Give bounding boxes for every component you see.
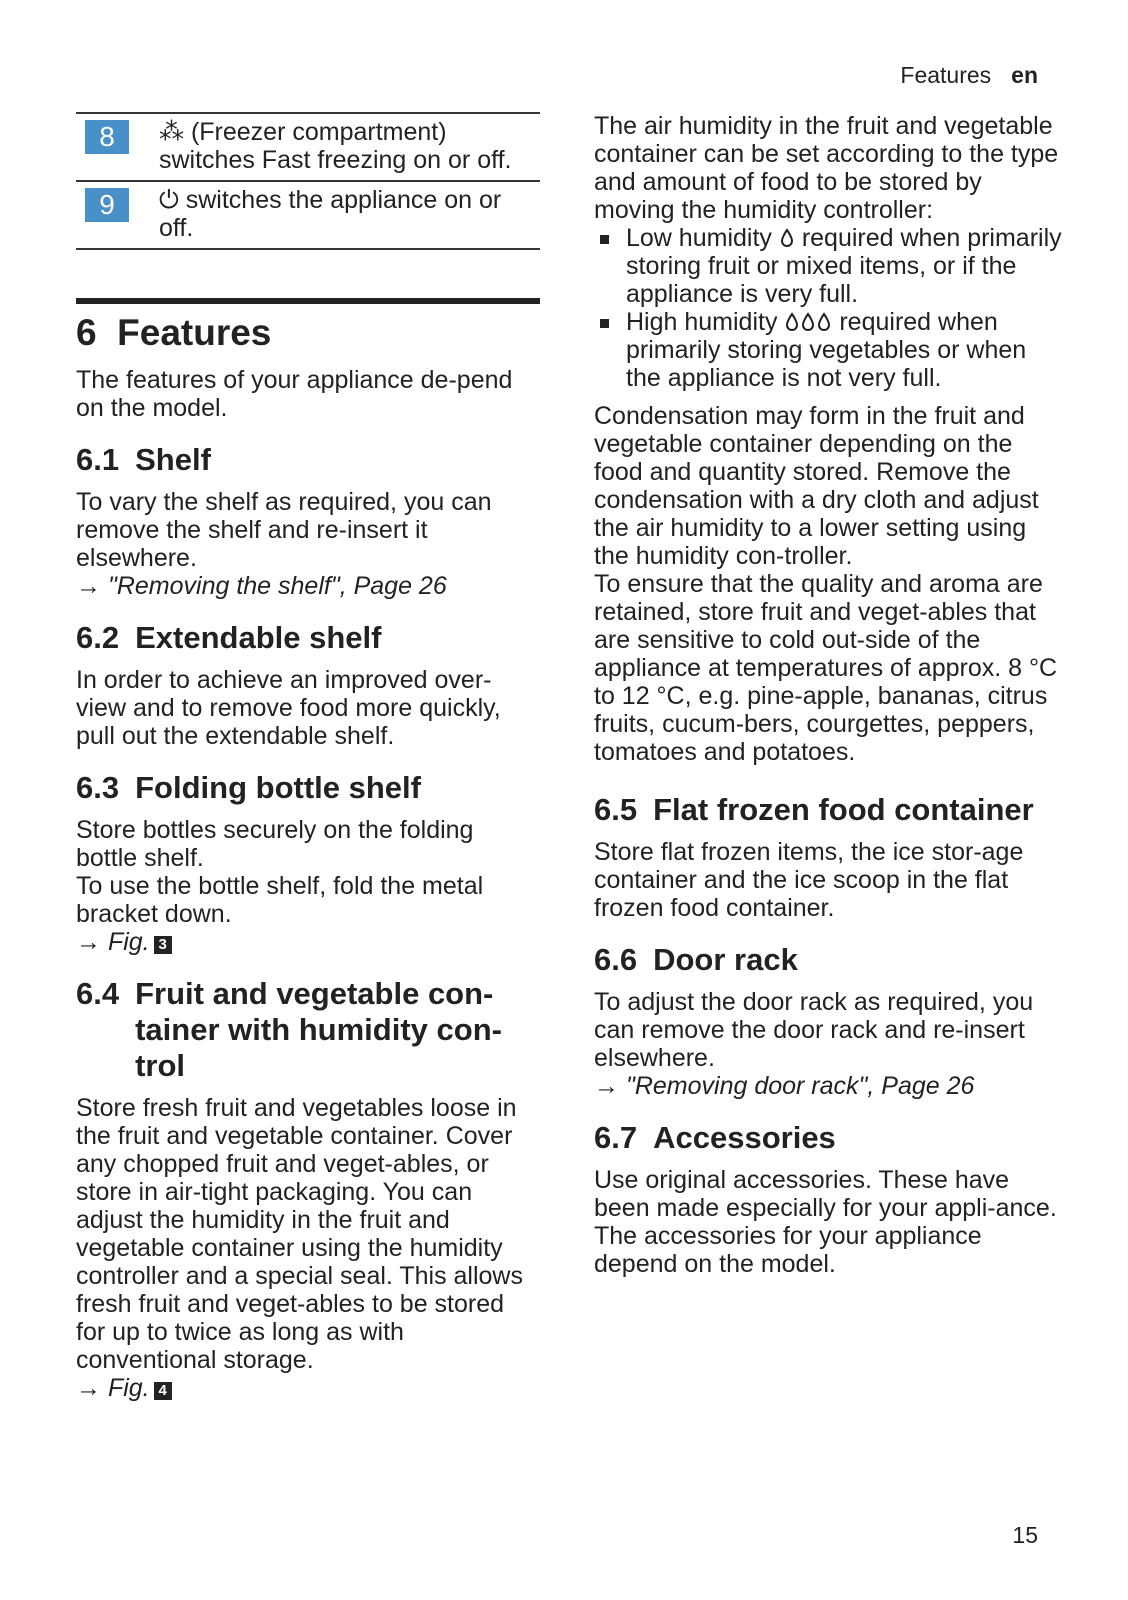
arrow-right-icon: → xyxy=(76,1374,101,1402)
section-number: 6.3 xyxy=(76,770,120,805)
key-description-text: switches the appliance on or off. xyxy=(159,186,502,242)
figure-reference-link[interactable] xyxy=(76,1374,540,1402)
list-item xyxy=(594,308,1064,392)
section-title-accessories xyxy=(594,1120,1064,1156)
figure-reference-text: Fig. xyxy=(107,928,150,956)
section-title-folding-bottle-shelf xyxy=(76,770,540,806)
section-text: To use the bottle shelf, fold the metal bracket down. xyxy=(76,872,484,928)
section-title-extendable-shelf xyxy=(76,620,540,656)
cross-reference-text: "Removing door rack", Page 26 xyxy=(625,1072,975,1100)
section-text: To vary the shelf as required, you can remove the shelf and re-insert it elsewhere. xyxy=(76,488,492,572)
fast-freeze-icon: ⁂ xyxy=(159,118,184,146)
chapter-title xyxy=(76,312,540,354)
section-title-fruit-vegetable-container xyxy=(76,976,540,1084)
section-text: Store bottles securely on the folding bottle shelf. xyxy=(76,816,474,872)
section-number: 6.1 xyxy=(76,442,120,477)
water-drop-icon xyxy=(784,312,800,332)
humidity-list xyxy=(594,224,1064,392)
bullet-text: High humidity xyxy=(626,308,778,336)
humidity-intro: The air humidity in the fruit and vegetable container can be set according to the type and amount of food to be stored by moving the humidity controller: xyxy=(594,112,1059,224)
chapter-divider xyxy=(76,298,540,304)
section-title-text: Extendable shelf xyxy=(135,620,382,655)
section-text: Store fresh fruit and vegetables loose in the fruit and vegetable container. Cover any chopped fruit and veget-ables, or store in air-tight packaging. You can adjust the humidity in the fruit and vegetable container using the humidity controller and a special seal. This allows fresh fruit and veget-ables to be stored for up to twice as long as with conventional storage. xyxy=(76,1094,523,1374)
section-number: 6.4 xyxy=(76,976,120,1011)
arrow-right-icon: → xyxy=(76,572,101,600)
section-text: The accessories for your appliance depend on the model. xyxy=(594,1222,982,1278)
section-title-shelf xyxy=(76,442,540,478)
section-title-door-rack xyxy=(594,942,1064,978)
section-title-text: Fruit and vegetable con-tainer with humidity con-trol xyxy=(135,976,502,1083)
cross-reference-link[interactable] xyxy=(594,1072,1064,1100)
running-head-section: Features xyxy=(900,62,992,88)
figure-number-badge: 4 xyxy=(154,1382,172,1400)
key-number-badge: 8 xyxy=(85,120,129,154)
section-title-flat-frozen-food-container xyxy=(594,792,1064,828)
chapter-intro: The features of your appliance de-pend on the model. xyxy=(76,366,513,422)
section-text: Store flat frozen items, the ice stor-age container and the ice scoop in the flat frozen food container. xyxy=(594,838,1024,922)
chapter-number: 6 xyxy=(76,312,97,353)
key-description xyxy=(159,118,540,174)
arrow-right-icon: → xyxy=(594,1072,619,1100)
section-title-text: Flat frozen food container xyxy=(653,792,1034,827)
section-title-text: Folding bottle shelf xyxy=(135,770,421,805)
bullet-text: required when primarily storing vegetables or when the appliance is not very full. xyxy=(626,308,1027,392)
section-title-text: Accessories xyxy=(653,1120,836,1155)
cross-reference-link[interactable] xyxy=(76,572,540,600)
key-row xyxy=(76,182,540,250)
list-item xyxy=(594,224,1064,308)
key-row xyxy=(76,114,540,182)
section-number: 6.7 xyxy=(594,1120,638,1155)
storage-quality-text: To ensure that the quality and aroma are retained, store fruit and veget-ables that are sensitive to cold out-side of the appliance at temperatures of approx. 8 °C to 12 °C, e.g. pine-apple, bananas, citrus fruits, cucum-bers, courgettes, peppers, tomatoes and potatoes. xyxy=(594,570,1058,766)
key-description-text: (Freezer compartment) switches Fast freezing on or off. xyxy=(159,118,512,174)
section-text: Use original accessories. These have been made especially for your appli-ance. xyxy=(594,1166,1057,1222)
section-number: 6.2 xyxy=(76,620,120,655)
key-description xyxy=(159,186,540,242)
section-number: 6.6 xyxy=(594,942,638,977)
water-drop-icon xyxy=(816,312,832,332)
figure-number-badge: 3 xyxy=(154,936,172,954)
figure-reference-link[interactable] xyxy=(76,928,540,956)
section-text: In order to achieve an improved over-view and to remove food more quickly, pull out the extendable shelf. xyxy=(76,666,501,750)
running-head xyxy=(900,62,1038,89)
key-number-badge: 9 xyxy=(85,188,129,222)
condensation-text: Condensation may form in the fruit and vegetable container depending on the food and quantity stored. Remove the condensation with a dry cloth and adjust the air humidity to a lower setting using the humidity con-troller. xyxy=(594,402,1039,570)
section-text: To adjust the door rack as required, you can remove the door rack and re-insert elsewhere. xyxy=(594,988,1034,1072)
cross-reference-text: "Removing the shelf", Page 26 xyxy=(107,572,447,600)
section-title-text: Shelf xyxy=(135,442,211,477)
power-icon: ⏻ xyxy=(159,186,179,214)
section-title-text: Door rack xyxy=(653,942,798,977)
water-drop-icon xyxy=(779,228,795,248)
chapter-title-text: Features xyxy=(117,312,272,353)
bullet-text: required when primarily storing fruit or mixed items, or if the appliance is very full. xyxy=(626,224,1062,308)
arrow-right-icon: → xyxy=(76,928,101,956)
bullet-text: Low humidity xyxy=(626,224,772,252)
water-drop-icon xyxy=(800,312,816,332)
left-column xyxy=(76,112,540,1402)
section-number: 6.5 xyxy=(594,792,638,827)
language-code: en xyxy=(1011,62,1038,88)
key-table xyxy=(76,112,540,250)
right-column xyxy=(594,112,1064,1278)
figure-reference-text: Fig. xyxy=(107,1374,150,1402)
page-number: 15 xyxy=(1012,1522,1038,1548)
